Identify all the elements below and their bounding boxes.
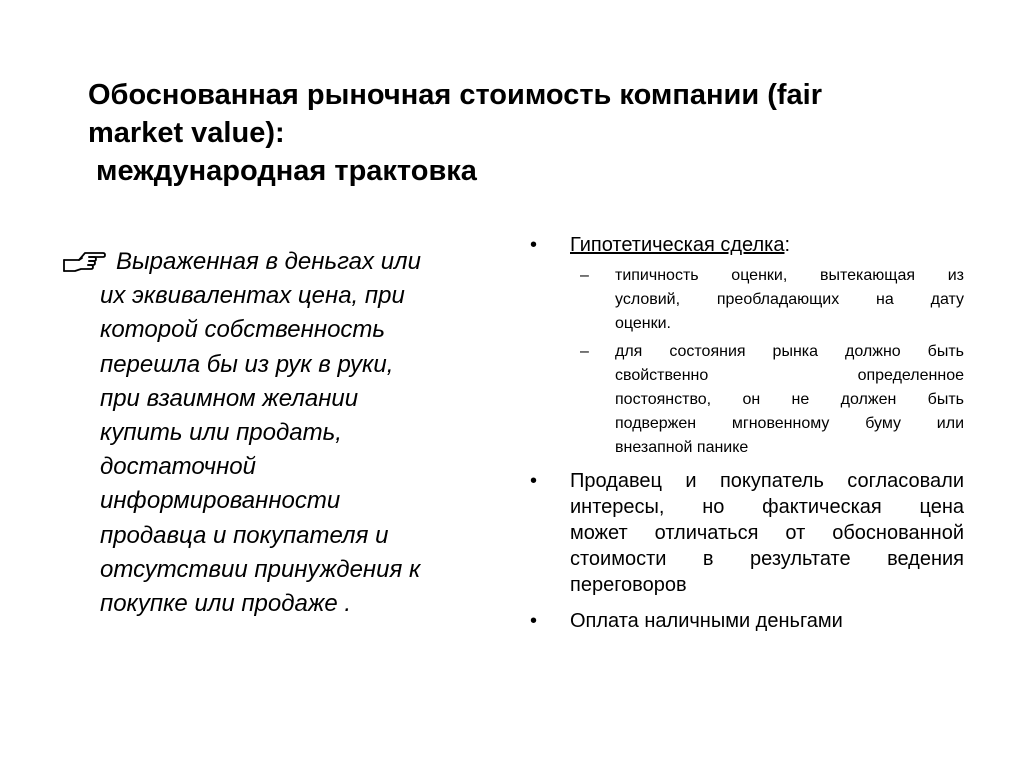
bullet-line: стоимости в результате ведения xyxy=(570,548,964,570)
characteristics-list xyxy=(528,232,964,634)
definition-line: продавца и покупателя и xyxy=(100,521,389,549)
definition-text xyxy=(62,245,502,621)
sub-line: свойственно определенное xyxy=(615,367,964,384)
definition-line: покупке или продаже . xyxy=(100,590,352,618)
bullet-line: может отличаться от обоснованной xyxy=(570,522,964,544)
heading-suffix: : xyxy=(784,234,791,256)
list-item xyxy=(528,232,964,258)
bullet-icon: • xyxy=(530,610,538,632)
bullet-line: Продавец и покупатель согласовали xyxy=(570,470,964,492)
pointing-hand-icon xyxy=(62,249,106,275)
sub-line: внезапной панике xyxy=(615,439,749,456)
title-line: международная трактовка xyxy=(96,155,477,187)
slide-title xyxy=(88,76,978,190)
sub-line: подвержен мгновенному буму или xyxy=(615,415,964,432)
definition-line: купить или продать, xyxy=(100,419,342,447)
definition-line: которой собственность xyxy=(100,316,386,344)
sub-list-item xyxy=(528,264,964,336)
dash-icon: – xyxy=(580,267,589,284)
definition-line: отсутствии принуждения к xyxy=(100,555,421,583)
sub-line: постоянство, он не должен быть xyxy=(615,391,964,408)
definition-line: при взаимном желании xyxy=(100,384,359,412)
definition-block xyxy=(62,245,502,621)
sub-line: условий, преобладающих на дату xyxy=(615,291,964,308)
list-item xyxy=(528,608,964,634)
bullet-line: переговоров xyxy=(570,574,687,596)
bullet-icon: • xyxy=(530,470,538,492)
sub-line: типичность оценки, вытекающая из xyxy=(615,267,964,284)
bullet-heading xyxy=(570,234,790,256)
hypothetical-deal-label: Гипотетическая сделка xyxy=(570,234,785,256)
definition-line: достаточной xyxy=(100,453,256,481)
title-line: Обоснованная рыночная стоимость компании (fair xyxy=(88,79,823,111)
bullet-icon: • xyxy=(530,234,538,256)
sub-list-item xyxy=(528,340,964,460)
list-item xyxy=(528,468,964,598)
definition-line: Выраженная в деньгах или xyxy=(116,248,421,275)
sub-line: для состояния рынка должно быть xyxy=(615,343,964,360)
sub-line: оценки. xyxy=(615,315,671,332)
definition-line: перешла бы из рук в руки, xyxy=(100,350,394,378)
dash-icon: – xyxy=(580,343,589,360)
bullet-line: Оплата наличными деньгами xyxy=(570,610,843,632)
bullet-line: интересы, но фактическая цена xyxy=(570,496,964,518)
title-line: market value): xyxy=(88,117,285,149)
definition-line: информированности xyxy=(100,487,341,515)
definition-line: их эквивалентах цена, при xyxy=(100,282,405,310)
